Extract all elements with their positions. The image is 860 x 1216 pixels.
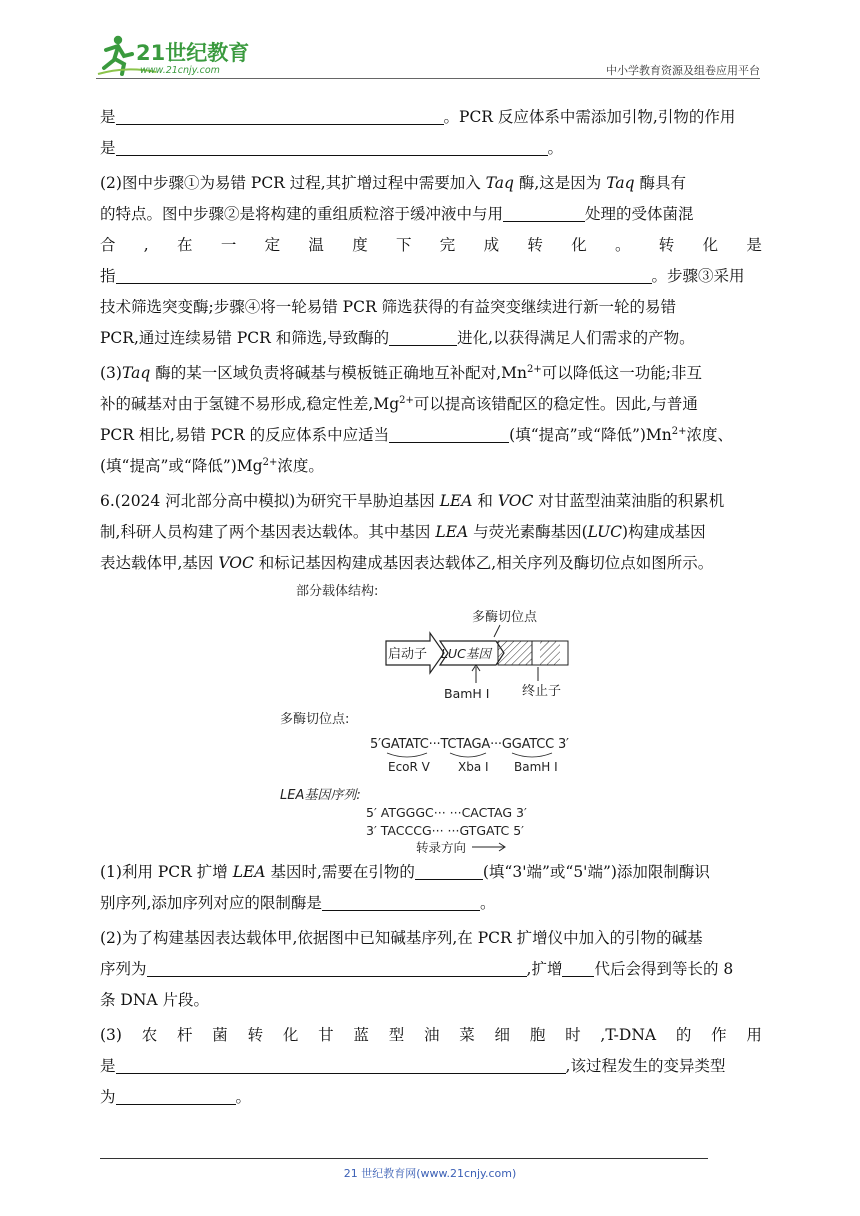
vector-diagram bbox=[100, 581, 762, 853]
spread-char: 完 bbox=[439, 236, 456, 254]
answer-blank[interactable] bbox=[116, 263, 652, 284]
spread-char: 农 bbox=[141, 1026, 158, 1044]
spread-char: 化 bbox=[282, 1026, 299, 1044]
spread-char: 温 bbox=[308, 236, 324, 254]
spread-char: 定 bbox=[264, 236, 281, 254]
spread-char: 化 bbox=[571, 236, 587, 254]
q5-part2: (2)图中步骤①为易错 PCR 过程,其扩增过程中需要加入 Taq 酶,这是因为 Taq 酶具有 bbox=[100, 174, 686, 192]
answer-blank[interactable] bbox=[389, 422, 509, 443]
lea-bottom-strand: 3′ TACCCG··· ···GTGATC 5′ bbox=[366, 823, 524, 838]
spread-char: 蓝 bbox=[353, 1026, 369, 1044]
q5-spread-line bbox=[100, 230, 762, 261]
platform-name: 中小学教育资源及组卷应用平台 bbox=[606, 64, 760, 77]
q5-line: 是 。PCR 反应体系中需添加引物,引物的作用 bbox=[100, 102, 762, 133]
q5-line: 的特点。图中步骤②是将构建的重组质粒溶于缓冲液中与用 处理的受体菌混 bbox=[100, 199, 762, 230]
luc-gene-label: LUC基因 bbox=[441, 646, 491, 661]
header-divider bbox=[96, 78, 760, 79]
answer-blank[interactable] bbox=[562, 956, 594, 977]
spread-char: 油 bbox=[423, 1026, 440, 1044]
figure-title: 部分载体结构: bbox=[296, 584, 379, 599]
bamhi-site-label: BamH Ⅰ bbox=[444, 686, 490, 701]
page-header bbox=[96, 34, 760, 80]
q6-sub2: (2)为了构建基因表达载体甲,依据图中已知碱基序列,在 PCR 扩增仪中加入的引物的碱基 bbox=[100, 929, 703, 947]
spread-char: 细 bbox=[494, 1026, 511, 1044]
spread-char: 化 bbox=[702, 236, 719, 254]
spread-char: 一 bbox=[220, 236, 237, 254]
spread-char: 作 bbox=[711, 1026, 727, 1044]
spread-char: 菌 bbox=[212, 1026, 228, 1044]
spread-char: 转 bbox=[658, 236, 675, 254]
spread-char: 胞 bbox=[529, 1026, 546, 1044]
bamhi-label: BamH Ⅰ bbox=[514, 760, 558, 774]
spread-char: 是 bbox=[746, 236, 762, 254]
q6-spread-line bbox=[100, 1020, 762, 1051]
spread-char: 菜 bbox=[459, 1026, 475, 1044]
lea-top-strand: 5′ ATGGGC··· ···CACTAG 3′ bbox=[366, 805, 527, 820]
spread-char: 度 bbox=[352, 236, 368, 254]
answer-blank[interactable] bbox=[147, 956, 527, 977]
q5-line: (填“提高”或“降低$”)Mg^{2+}$浓度。 bbox=[100, 456, 324, 475]
footer-divider bbox=[100, 1158, 708, 1159]
q6-sub1: (1)利用 PCR 扩增 LEA 基因时,需要在引物的 (填“3'端”或“5'端”)添加限制酶识 bbox=[100, 857, 762, 888]
spread-char: 下 bbox=[396, 236, 412, 254]
q5-line: PCR 相比,易错 PCR 的反应体系中应适当 (填“提高”或“降低$”)Mn^{2+}$浓度、 bbox=[100, 420, 762, 451]
spread-char: 。 bbox=[614, 236, 631, 254]
vector-figure bbox=[100, 581, 762, 853]
spread-char: 杆 bbox=[177, 1026, 193, 1044]
promoter-label: 启动子 bbox=[388, 647, 428, 662]
spread-char: (3) bbox=[100, 1026, 122, 1044]
spread-char: 在 bbox=[177, 236, 193, 254]
spread-char: 时 bbox=[565, 1026, 581, 1044]
site-sequence: 5′GATATC···TCTAGA···GGATCC 3′ bbox=[370, 737, 569, 752]
q5-line: 补的碱基对由于氢键不易形成,稳定性差$,Mg^{2+}$可以提高该错配区的稳定性。因此,与普通 bbox=[100, 394, 698, 413]
q6-stem: 6.(2024 河北部分高中模拟)为研究干旱胁迫基因 LEA 和 VOC 对甘蓝型油菜油脂的积累机 bbox=[100, 492, 725, 510]
q6-line: 序列为 ,扩增 代后会得到等长的 8 bbox=[100, 954, 762, 985]
footer-text: 21 世纪教育网(www.21cnjy.com) bbox=[343, 1167, 517, 1180]
q5-line: 技术筛选突变酶;步骤④将一轮易错 PCR 筛选获得的有益突变继续进行新一轮的易错 bbox=[100, 298, 677, 316]
q5-line: 是 。 bbox=[100, 133, 762, 164]
answer-blank[interactable] bbox=[503, 201, 585, 222]
answer-blank[interactable] bbox=[116, 104, 444, 125]
spread-char: 的 bbox=[675, 1026, 692, 1044]
answer-blank[interactable] bbox=[116, 1053, 566, 1074]
q6-line: 别序列,添加序列对应的限制酶是 。 bbox=[100, 888, 762, 919]
answer-blank[interactable] bbox=[116, 1084, 236, 1105]
spread-char: 成 bbox=[483, 236, 500, 254]
spread-char: 合 bbox=[100, 236, 116, 254]
q6-line: 为 。 bbox=[100, 1082, 762, 1113]
spread-char: 甘 bbox=[318, 1026, 334, 1044]
spread-char: 用 bbox=[746, 1026, 762, 1044]
spread-char: , bbox=[143, 236, 149, 254]
q5-part3: (3)Taq 酶的某一区域负责将碱基与模板链正确地互补配对$,Mn^{2+}$可以降低这一功能;非互 bbox=[100, 363, 702, 382]
q6-line: 条 DNA 片段。 bbox=[100, 991, 210, 1009]
q6-line: 表达载体甲,基因 VOC 和标记基因构建成基因表达载体乙,相关序列及酶切位点如图所示。 bbox=[100, 554, 714, 572]
multi-site-label: 多酶切位点 bbox=[472, 610, 538, 625]
terminator-label: 终止子 bbox=[522, 684, 562, 699]
ecorv-label: EcoR Ⅴ bbox=[388, 760, 430, 774]
lea-title: LEA基因序列: bbox=[280, 788, 361, 803]
answer-blank[interactable] bbox=[116, 135, 548, 156]
direction-label: 转录方向 bbox=[416, 840, 467, 853]
spread-char: 型 bbox=[388, 1026, 405, 1044]
site-logo bbox=[96, 34, 266, 78]
q5-line: 指 。步骤③采用 bbox=[100, 261, 762, 292]
answer-blank[interactable] bbox=[415, 859, 483, 880]
spread-char: 转 bbox=[247, 1026, 264, 1044]
multi-site-box bbox=[498, 641, 532, 665]
xbai-label: Xba Ⅰ bbox=[458, 760, 489, 774]
spread-char: ,T-DNA bbox=[600, 1026, 657, 1044]
answer-blank[interactable] bbox=[389, 325, 457, 346]
q5-line: PCR,通过连续易错 PCR 和筛选,导致酶的 进化,以获得满足人们需求的产物。 bbox=[100, 323, 762, 354]
question-content bbox=[100, 102, 762, 1113]
logo-url: www.21cnjy.com bbox=[140, 65, 220, 76]
sites-title: 多酶切位点: bbox=[280, 712, 350, 727]
spread-char: 转 bbox=[527, 236, 543, 254]
logo-text: 21世纪教育 bbox=[136, 41, 250, 65]
answer-blank[interactable] bbox=[322, 890, 480, 911]
q6-line: 制,科研人员构建了两个基因表达载体。其中基因 LEA 与荧光素酶基因(LUC)构建成基因 bbox=[100, 523, 706, 541]
q6-line: 是 ,该过程发生的变异类型 bbox=[100, 1051, 762, 1082]
